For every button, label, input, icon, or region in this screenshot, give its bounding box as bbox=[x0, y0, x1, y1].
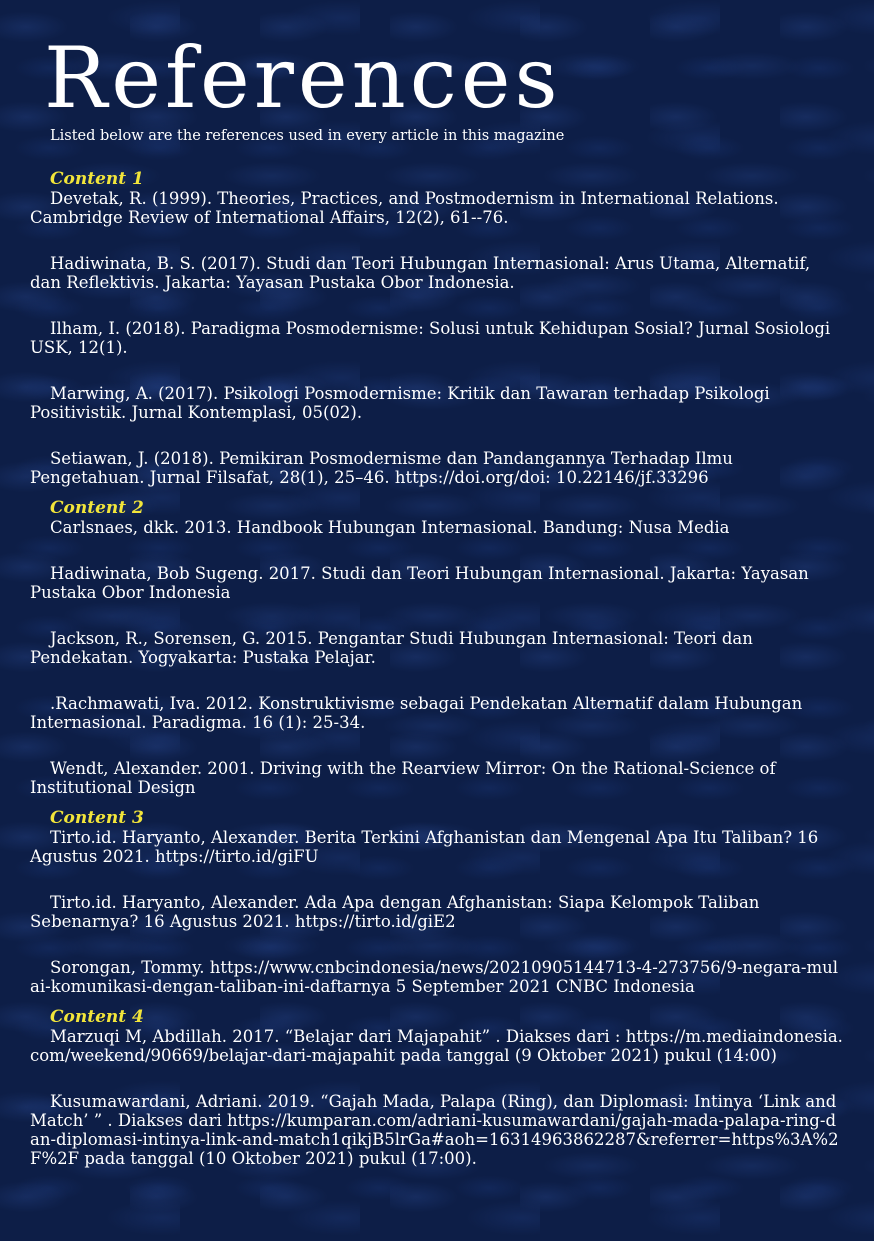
reference-entry: Marzuqi M, Abdillah. 2017. “Belajar dari Majapahit” . Diakses dari : https://m.mediaindonesia.com/weekend/90669/belajar-dari-majapahit pada tanggal (9 Oktober 2021) pukul (14:00) bbox=[30, 1027, 843, 1065]
reference-entry: Kusumawardani, Adriani. 2019. “Gajah Mada, Palapa (Ring), dan Diplomasi: Intinya ‘Link and Match’ ” . Diakses dari https://kumparan.com/adriani-kusumawardani/gajah-mada-palapa-ring-dan-diplomasi-intinya-link-and-match1qikjB5lrGa#aoh=16314963862287&referrer=https%3A%2F%2F pada tanggal (10 Oktober 2021) pukul (17:00). bbox=[30, 1092, 839, 1168]
reference-entry: Hadiwinata, Bob Sugeng. 2017. Studi dan Teori Hubungan Internasional. Jakarta: Yayasan Pustaka Obor Indonesia bbox=[30, 564, 809, 602]
section-heading-content-2: Content 2 bbox=[50, 498, 144, 518]
page-subtitle: Listed below are the references used in every article in this magazine bbox=[50, 128, 565, 144]
reference-entry: Ilham, I. (2018). Paradigma Posmodernisme: Solusi untuk Kehidupan Sosial? Jurnal Sosiologi USK, 12(1). bbox=[30, 319, 831, 357]
reference-entry: Carlsnaes, dkk. 2013. Handbook Hubungan Internasional. Bandung: Nusa Media bbox=[50, 518, 730, 537]
section-heading-content-1: Content 1 bbox=[50, 169, 144, 189]
reference-entry: .Rachmawati, Iva. 2012. Konstruktivisme sebagai Pendekatan Alternatif dalam Hubungan Internasional. Paradigma. 16 (1): 25-34. bbox=[30, 694, 803, 732]
reference-entry: Jackson, R., Sorensen, G. 2015. Pengantar Studi Hubungan Internasional: Teori dan Pendekatan. Yogyakarta: Pustaka Pelajar. bbox=[30, 629, 753, 667]
page-title: References bbox=[44, 29, 562, 127]
reference-entry: Tirto.id. Haryanto, Alexander. Ada Apa dengan Afghanistan: Siapa Kelompok Taliban Sebenarnya? 16 Agustus 2021. https://tirto.id/giE2 bbox=[30, 893, 760, 931]
reference-list bbox=[30, 170, 845, 1180]
reference-entry: Marwing, A. (2017). Psikologi Posmodernisme: Kritik dan Tawaran terhadap Psikologi Positivistik. Jurnal Kontemplasi, 05(02). bbox=[30, 384, 770, 422]
reference-entry: Tirto.id. Haryanto, Alexander. Berita Terkini Afghanistan dan Mengenal Apa Itu Taliban? 16 Agustus 2021. https://tirto.id/giFU bbox=[30, 828, 819, 866]
reference-entry: Sorongan, Tommy. https://www.cnbcindonesia/news/20210905144713-4-273756/9-negara-mulai-komunikasi-dengan-taliban-ini-daftarnya 5 September 2021 CNBC Indonesia bbox=[30, 958, 839, 996]
reference-entry: Hadiwinata, B. S. (2017). Studi dan Teori Hubungan Internasional: Arus Utama, Alternatif, dan Reflektivis. Jakarta: Yayasan Pustaka Obor Indonesia. bbox=[30, 254, 811, 292]
section-heading-content-3: Content 3 bbox=[50, 808, 144, 828]
section-heading-content-4: Content 4 bbox=[50, 1007, 144, 1027]
reference-entry: Setiawan, J. (2018). Pemikiran Posmodernisme dan Pandangannya Terhadap Ilmu Pengetahuan. Jurnal Filsafat, 28(1), 25–46. https://doi.org/doi: 10.22146/jf.33296 bbox=[30, 449, 733, 487]
reference-entry: Wendt, Alexander. 2001. Driving with the Rearview Mirror: On the Rational-Science of Institutional Design bbox=[30, 759, 776, 797]
reference-entry: Devetak, R. (1999). Theories, Practices, and Postmodernism in International Relations. Cambridge Review of International Affairs, 12(2), 61--76. bbox=[30, 189, 779, 227]
